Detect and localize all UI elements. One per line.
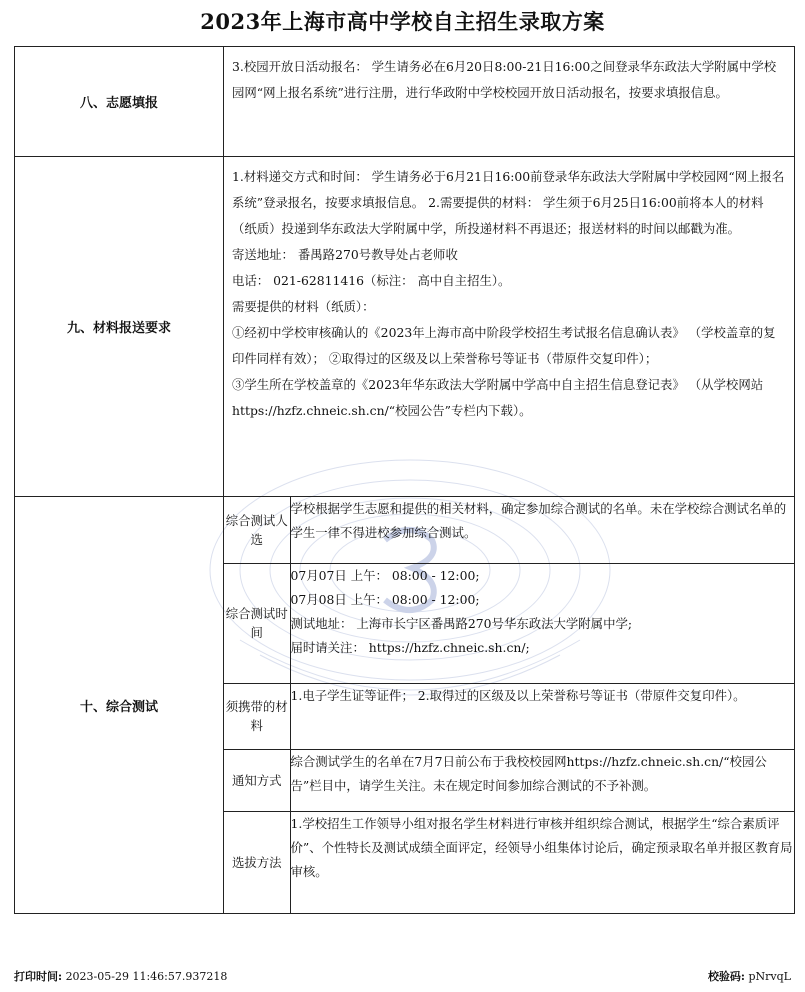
content-line: 学校根据学生志愿和提供的相关材料，确定参加综合测试的名单。未在学校综合测试名单的学生一律不得进校参加综合测试。 xyxy=(290,501,787,540)
content-line: 1.学校招生工作领导小组对报名学生材料进行审核并组织综合测试，根据学生“综合素质评价”、个性特长及测试成绩全面评定，经领导小组集体讨论后，确定预录取名单并报区教育局审核。 xyxy=(290,815,793,879)
section-head-nine: 九、材料报送要求 xyxy=(15,157,224,497)
verify-code-label: 校验码: xyxy=(707,970,745,983)
row-label: 须携带的材料 xyxy=(224,683,290,749)
row-label: 通知方式 xyxy=(224,749,290,811)
verify-code-footer xyxy=(708,968,791,984)
section-content-eight xyxy=(224,47,795,157)
test-row-candidates xyxy=(224,497,794,563)
content-line: 1.电子学生证等证件； 2.取得过的区级及以上荣誉称号等证书（带原件交复印件）。 xyxy=(290,687,746,703)
row-label: 综合测试时间 xyxy=(224,563,290,683)
row-label: 选拔方法 xyxy=(224,811,290,913)
content-line: 3.校园开放日活动报名： 学生请务必在6月20日8:00-21日16:00之间登录华东政法大学附属中学校园网“网上报名系统”进行注册，进行华政附中学校校园开放日活动报名，按要求填报信息。 xyxy=(232,59,777,100)
content-line: 寄送地址： 番禺路270号教导处占老师收 xyxy=(232,247,458,262)
section-content-ten xyxy=(224,497,795,914)
section-head-ten: 十、综合测试 xyxy=(15,497,224,914)
content-line: 07月08日 上午： 08:00 - 12:00; xyxy=(290,591,480,607)
content-line: 07月07日 上午： 08:00 - 12:00; xyxy=(290,567,480,583)
row-content xyxy=(290,683,794,749)
content-line: 电话： 021-62811416（标注： 高中自主招生）。 xyxy=(232,273,511,288)
test-row-selection xyxy=(224,811,794,913)
section-head-eight: 八、志愿填报 xyxy=(15,47,224,157)
section-row-ten xyxy=(15,497,795,914)
section-content-nine xyxy=(224,157,795,497)
row-label: 综合测试人选 xyxy=(224,497,290,563)
section-row-eight xyxy=(15,47,795,157)
row-content xyxy=(290,563,794,683)
section-row-nine xyxy=(15,157,795,497)
verify-code-value: pNrvqL xyxy=(748,970,791,983)
row-content xyxy=(290,811,794,913)
content-line: 届时请关注： https://hzfz.chneic.sh.cn/; xyxy=(290,639,530,655)
print-time-footer xyxy=(14,968,227,984)
test-row-materials xyxy=(224,683,794,749)
content-line: 测试地址： 上海市长宁区番禺路270号华东政法大学附属中学; xyxy=(290,615,633,631)
test-row-time xyxy=(224,563,794,683)
content-line: ①经初中学校审核确认的《2023年上海市高中阶段学校招生考试报名信息确认表》 （学校盖章的复印件同样有效）； ②取得过的区级及以上荣誉称号等证书（带原件交复印件）； xyxy=(232,325,776,366)
content-line: 需要提供的材料（纸质）： xyxy=(232,299,375,314)
row-content xyxy=(290,497,794,563)
content-line: 1.材料递交方式和时间： 学生请务必于6月21日16:00前登录华东政法大学附属中学校园网“网上报名系统”登录报名，按要求填报信息。 2.需要提供的材料： 学生须于6月25日16:00前将本人的材料（纸质）投递到华东政法大学附属中学，所投递材料不再退还；报送材料的时间以邮戳为准。 xyxy=(232,169,785,236)
content-line: 综合测试学生的名单在7月7日前公布于我校校园网https://hzfz.chneic.sh.cn/“校园公告”栏目中，请学生关注。未在规定时间参加综合测试的不予补测。 xyxy=(290,753,767,793)
content-line: ③学生所在学校盖章的《2023年华东政法大学附属中学高中自主招生信息登记表》 （从学校网站https://hzfz.chneic.sh.cn/“校园公告”专栏内下载）。 xyxy=(232,377,764,418)
page-title: 2023年上海市高中学校自主招生录取方案 xyxy=(200,9,605,34)
print-time-value: 2023-05-29 11:46:57.937218 xyxy=(65,970,228,983)
print-time-label: 打印时间: xyxy=(14,970,63,983)
enrollment-plan-table xyxy=(14,46,795,914)
test-row-notification xyxy=(224,749,794,811)
row-content xyxy=(290,749,794,811)
test-details-table xyxy=(224,497,794,913)
